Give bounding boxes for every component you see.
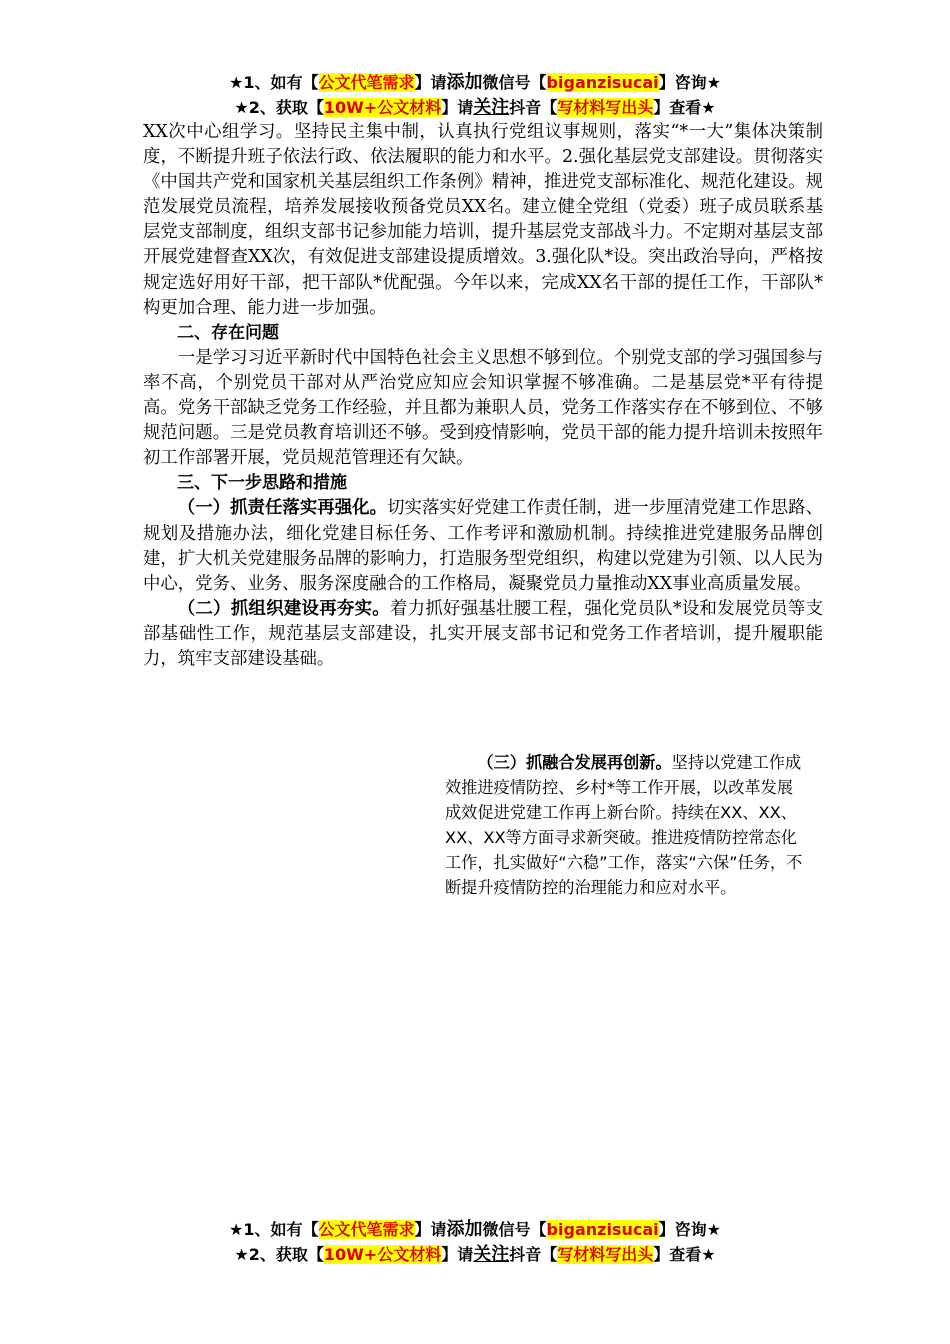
footer-1-highlight-2: biganzisucai xyxy=(546,1220,659,1239)
measure-1-lead: （一）抓责任落实再强化。 xyxy=(177,498,388,519)
banner-1-prefix: ★1、如有【 xyxy=(229,73,319,92)
footer-1-mid-2: 微信号【 xyxy=(482,1220,547,1239)
banner-2-highlight-2: 写材料写出头 xyxy=(557,98,654,117)
measure-2-text: 着力抓好强基壮腰工程，强化党员队*设和发展党员等支部基础性工作，规范基层支部建设，扎实开展支部书记和党务工作者培训，提升履职能力，筑牢支部建设基础。 xyxy=(143,598,823,669)
banner-2-mid-1: 】请 xyxy=(441,98,474,117)
section-heading-next-steps: 三、下一步思路和措施 xyxy=(177,473,347,494)
footer-1-suffix: 】咨询★ xyxy=(658,1220,721,1239)
footer-1-prefix: ★1、如有【 xyxy=(229,1220,319,1239)
banner-1-mid-1: 】请 xyxy=(414,73,447,92)
footer-2-suffix: 】查看★ xyxy=(653,1245,716,1264)
footer-2-prefix: ★2、获取【 xyxy=(234,1245,324,1264)
footer-1-mid-1: 】请 xyxy=(414,1220,447,1239)
banner-2-prefix: ★2、获取【 xyxy=(234,98,324,117)
measure-3-text: 坚持以党建工作成效推进疫情防控、乡村*等工作开展，以改革发展成效促进党建工作再上新台阶。持续在XX、XX、XX、XX等方面寻求新突破。推进疫情防控常态化工作，扎实做好“六稳”工作，落实“六保”任务，不断提升疫情防控的治理能力和应对水平。 xyxy=(445,753,803,897)
measure-1-text: 切实落实好党建工作责任制，进一步厘清党建工作思路、规划及措施办法，细化党建目标任务、工作考评和激励机制。持续推进党建服务品牌创建，扩大机关党建服务品牌的影响力，打造服务型党组织，构建以党建为引领、以人民为中心，党务、业务、服务深度融合的工作格局，凝聚党员力量推动XX事业高质量发展。 xyxy=(143,498,823,594)
section-heading-problems: 二、存在问题 xyxy=(177,322,279,343)
paragraph-problems: 一是学习习近平新时代中国特色社会主义思想不够到位。个别党支部的学习强国参与率不高，个别党员干部对从严治党应知应会知识掌握不够准确。二是基层党*平有待提高。党务干部缺乏党务工作经验，并且都为兼职人员，党务工作落实存在不够到位、不够规范问题。三是党员教育培训还不够。受到疫情影响，党员干部的能力提升培训未按照年初工作部署开展，党员规范管理还有欠缺。 xyxy=(143,347,823,469)
footer-1-highlight-1: 公文代笔需求 xyxy=(318,1220,415,1239)
measure-item-2 xyxy=(143,597,823,672)
banner-line-2 xyxy=(0,95,950,120)
measure-3-paragraph xyxy=(445,750,807,900)
footer-line-2 xyxy=(0,1242,950,1267)
banner-1-emphasis: 添加 xyxy=(446,72,483,93)
document-body xyxy=(143,120,823,672)
footer-2-emphasis: 关注 xyxy=(473,1244,510,1265)
footer-2-mid-2: 抖音【 xyxy=(509,1245,558,1264)
header-banner xyxy=(0,70,950,120)
measure-item-1 xyxy=(143,496,823,596)
measure-item-3 xyxy=(445,750,807,900)
footer-2-highlight-1: 10W+公文材料 xyxy=(323,1245,442,1264)
banner-1-highlight-2: biganzisucai xyxy=(546,73,659,92)
banner-2-suffix: 】查看★ xyxy=(653,98,716,117)
footer-banner xyxy=(0,1217,950,1267)
footer-2-highlight-2: 写材料写出头 xyxy=(557,1245,654,1264)
banner-1-mid-2: 微信号【 xyxy=(482,73,547,92)
footer-2-mid-1: 】请 xyxy=(441,1245,474,1264)
measure-2-lead: （二）抓组织建设再夯实。 xyxy=(177,598,390,619)
footer-1-emphasis: 添加 xyxy=(446,1219,483,1240)
footer-line-1 xyxy=(0,1217,950,1242)
banner-2-highlight-1: 10W+公文材料 xyxy=(323,98,442,117)
banner-1-suffix: 】咨询★ xyxy=(658,73,721,92)
paragraph-1: XX次中心组学习。坚持民主集中制，认真执行党组议事规则，落实“*一大”集体决策制度，不断提升班子依法行政、依法履职的能力和水平。2.强化基层党支部建设。贯彻落实《中国共产党和国家机关基层组织工作条例》精神，推进党支部标准化、规范化建设。规范发展党员流程，培养发展接收预备党员XX名。建立健全党组（党委）班子成员联系基层党支部制度，组织支部书记参加能力培训，提升基层党支部战斗力。不定期对基层支部开展党建督查XX次，有效促进支部建设提质增效。3.强化队*设。突出政治导向，严格按规定选好用好干部，把干部队*优配强。今年以来，完成XX名干部的提任工作，干部队*构更加合理、能力进一步加强。 xyxy=(143,122,823,318)
banner-line-1 xyxy=(0,70,950,95)
measure-3-lead: （三）抓融合发展再创新。 xyxy=(477,753,672,772)
banner-2-emphasis: 关注 xyxy=(473,97,510,118)
banner-2-mid-2: 抖音【 xyxy=(509,98,558,117)
banner-1-highlight-1: 公文代笔需求 xyxy=(318,73,415,92)
